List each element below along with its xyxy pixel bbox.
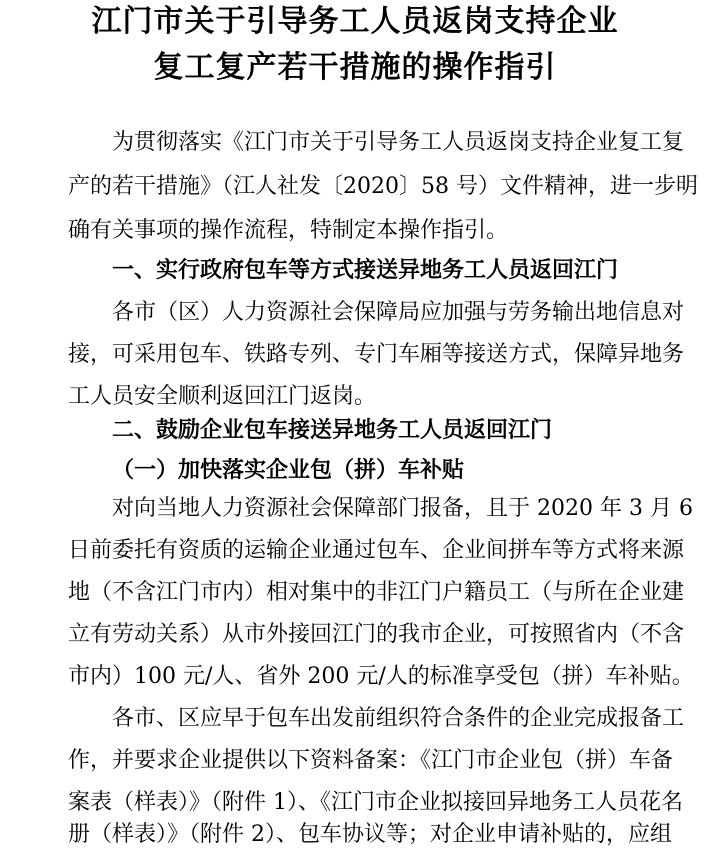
para-1-line-5: 市内）100 元/人、省外 200 元/人的标准享受包（拼）车补贴。 xyxy=(68,664,694,689)
section-1-heading: 一、实行政府包车等方式接送异地务工人员返回江门 xyxy=(112,258,619,283)
para-1-line-1: 对向当地人力资源社会保障部门报备，且于 2020 年 3 月 6 xyxy=(112,496,693,521)
para-2-line-4: 册（样表）》（附件 2）、包车协议等；对企业申请补贴的，应组 xyxy=(68,822,672,847)
section-2-heading: 二、鼓励企业包车接送异地务工人员返回江门 xyxy=(112,418,553,443)
para-1-line-2: 日前委托有资质的运输企业通过包车、企业间拼车等方式将来源 xyxy=(68,538,685,563)
section-1-line-1: 各市（区）人力资源社会保障局应加强与劳务输出地信息对 xyxy=(112,300,685,325)
para-1-line-4: 立有劳动关系）从市外接回江门的我市企业，可按照省内（不含 xyxy=(68,622,685,647)
intro-line-2: 产的若干措施》（江人社发〔2020〕58 号）文件精神，进一步明 xyxy=(68,174,698,199)
document-title-line-1: 江门市关于引导务工人员返岗支持企业 xyxy=(91,4,619,39)
para-1-line-3: 地（不含江门市内）相对集中的非江门户籍员工（与所在企业建 xyxy=(68,580,685,605)
intro-line-1: 为贯彻落实《江门市关于引导务工人员返岗支持企业复工复 xyxy=(112,130,685,155)
document-title-line-2: 复工复产若干措施的操作指引 xyxy=(153,50,557,85)
subsection-2-1-heading: （一）加快落实企业包（拼）车补贴 xyxy=(112,457,465,483)
intro-line-3: 确有关事项的操作流程，特制定本操作指引。 xyxy=(68,218,509,243)
para-2-line-3: 案表（样表）》（附件 1）、《江门市企业拟接回异地务工人员花名 xyxy=(68,790,683,815)
para-2-line-2: 作，并要求企业提供以下资料备案：《江门市企业包（拼）车备 xyxy=(68,748,674,773)
section-1-line-3: 工人员安全顺利返回江门返岗。 xyxy=(68,384,377,409)
para-2-line-1: 各市、区应早于包车出发前组织符合条件的企业完成报备工 xyxy=(112,706,685,731)
section-1-line-2: 接，可采用包车、铁路专列、专门车厢等接送方式，保障异地务 xyxy=(68,342,685,367)
